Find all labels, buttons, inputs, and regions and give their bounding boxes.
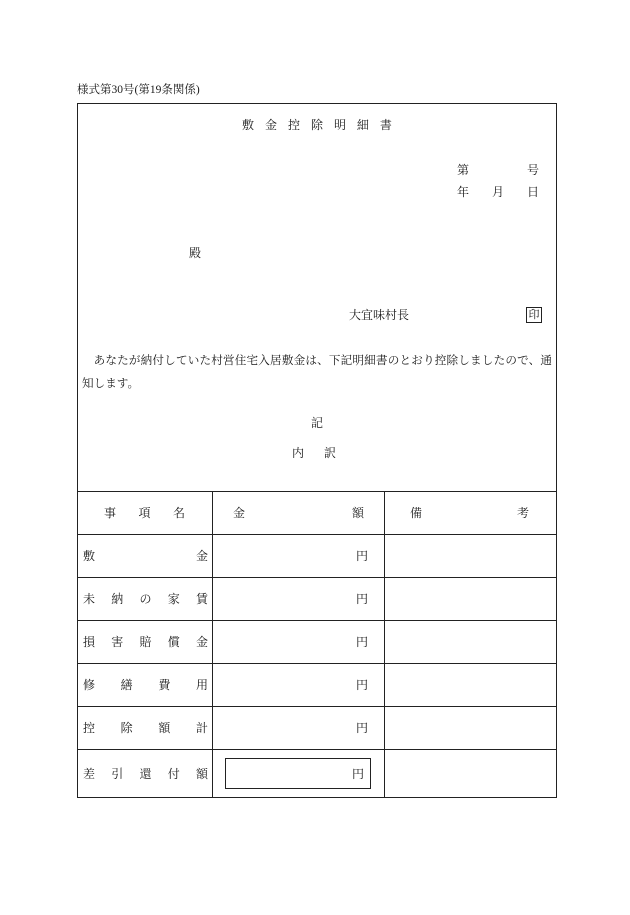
label-char: 金 [233,506,246,520]
item-name-cell [78,577,212,620]
item-name-cell [78,749,212,797]
label-char: 金 [264,118,277,132]
amount-unit: 円 [355,721,368,735]
label-char: 名 [172,506,185,520]
amount-cell [212,534,384,577]
label-char: 付 [167,766,180,781]
header-amount [212,492,384,534]
label-char: 細 [356,118,369,132]
label-char: 除 [120,721,133,735]
remarks-cell [384,620,556,663]
item-name-cell [78,663,212,706]
item-name [83,548,208,564]
label-char: 家 [167,592,180,606]
issuer-name: 大宜味村長 [349,308,410,322]
label-char: 額 [351,506,364,520]
label-char: 納 [111,592,124,606]
amount-cell [212,663,384,706]
item-name-cell [78,620,212,663]
label-char: 損 [83,635,96,649]
seal-mark: 印 [526,307,542,323]
amount-unit: 円 [355,592,368,606]
item-name [83,634,208,650]
item-name-cell [78,534,212,577]
date-line [457,184,539,200]
addressee-honorific: 殿 [189,246,202,260]
item-name-cell [78,706,212,749]
date-year: 年 [457,185,470,199]
label-char: 敷 [242,118,255,132]
label-char: 未 [83,592,96,606]
amount-unit: 円 [355,635,368,649]
label-char: 敷 [83,549,96,563]
label-char: 訳 [323,446,336,460]
document-title [242,117,392,133]
number-prefix: 第 [457,163,470,177]
number-line [457,162,539,178]
remarks-cell [384,577,556,620]
header-item-name-text [104,505,185,521]
header-amount-text [233,505,364,521]
label-char: 備 [410,506,423,520]
amount-cell [212,706,384,749]
label-char: 額 [195,766,208,781]
remarks-cell [384,706,556,749]
label-char: 考 [516,506,529,520]
label-char: 控 [287,118,300,132]
label-char: 差 [83,766,96,781]
label-char: 額 [158,721,171,735]
label-char: 除 [310,118,323,132]
number-suffix: 号 [526,163,539,177]
item-name [83,720,208,736]
amount-cell [212,577,384,620]
label-char: 控 [83,721,96,735]
label-char: 費 [158,678,171,692]
label-char: 内 [292,446,305,460]
label-char: 償 [167,635,180,649]
label-char: 賃 [195,592,208,606]
form-number: 様式第30号(第19条関係) [77,84,200,96]
label-char: 明 [333,118,346,132]
remarks-cell [384,749,556,797]
label-char: 引 [111,766,124,781]
header-item-name [78,492,212,534]
amount-cell [212,620,384,663]
label-char: 金 [195,549,208,563]
item-name [83,591,208,607]
remarks-cell [384,534,556,577]
label-char: 項 [138,506,151,520]
breakdown-heading [292,445,336,461]
date-month: 月 [491,185,504,199]
date-day: 日 [526,185,539,199]
refund-amount-box [225,758,371,789]
amount-unit: 円 [355,678,368,692]
breakdown-table [77,491,557,798]
header-remarks-text [410,505,529,521]
item-name [83,766,208,782]
item-name [83,677,208,693]
amount-unit: 円 [351,766,364,781]
amount-cell [212,749,384,797]
header-remarks [384,492,556,534]
label-char: 賠 [139,635,152,649]
notice-body: あなたが納付していた村営住宅入居敷金は、下記明細書のとおり控除しましたので、通知します。 [82,354,552,390]
label-char: 計 [195,721,208,735]
remarks-cell [384,663,556,706]
label-char: 修 [83,678,96,692]
label-char: 繕 [120,678,133,692]
label-char: 還 [139,766,152,781]
label-char: 書 [379,118,392,132]
label-char: 害 [111,635,124,649]
label-char: 事 [104,506,117,520]
label-char: 用 [195,678,208,692]
record-mark: 記 [310,416,323,430]
amount-unit: 円 [355,549,368,563]
label-char: 金 [195,635,208,649]
label-char: の [139,592,152,606]
